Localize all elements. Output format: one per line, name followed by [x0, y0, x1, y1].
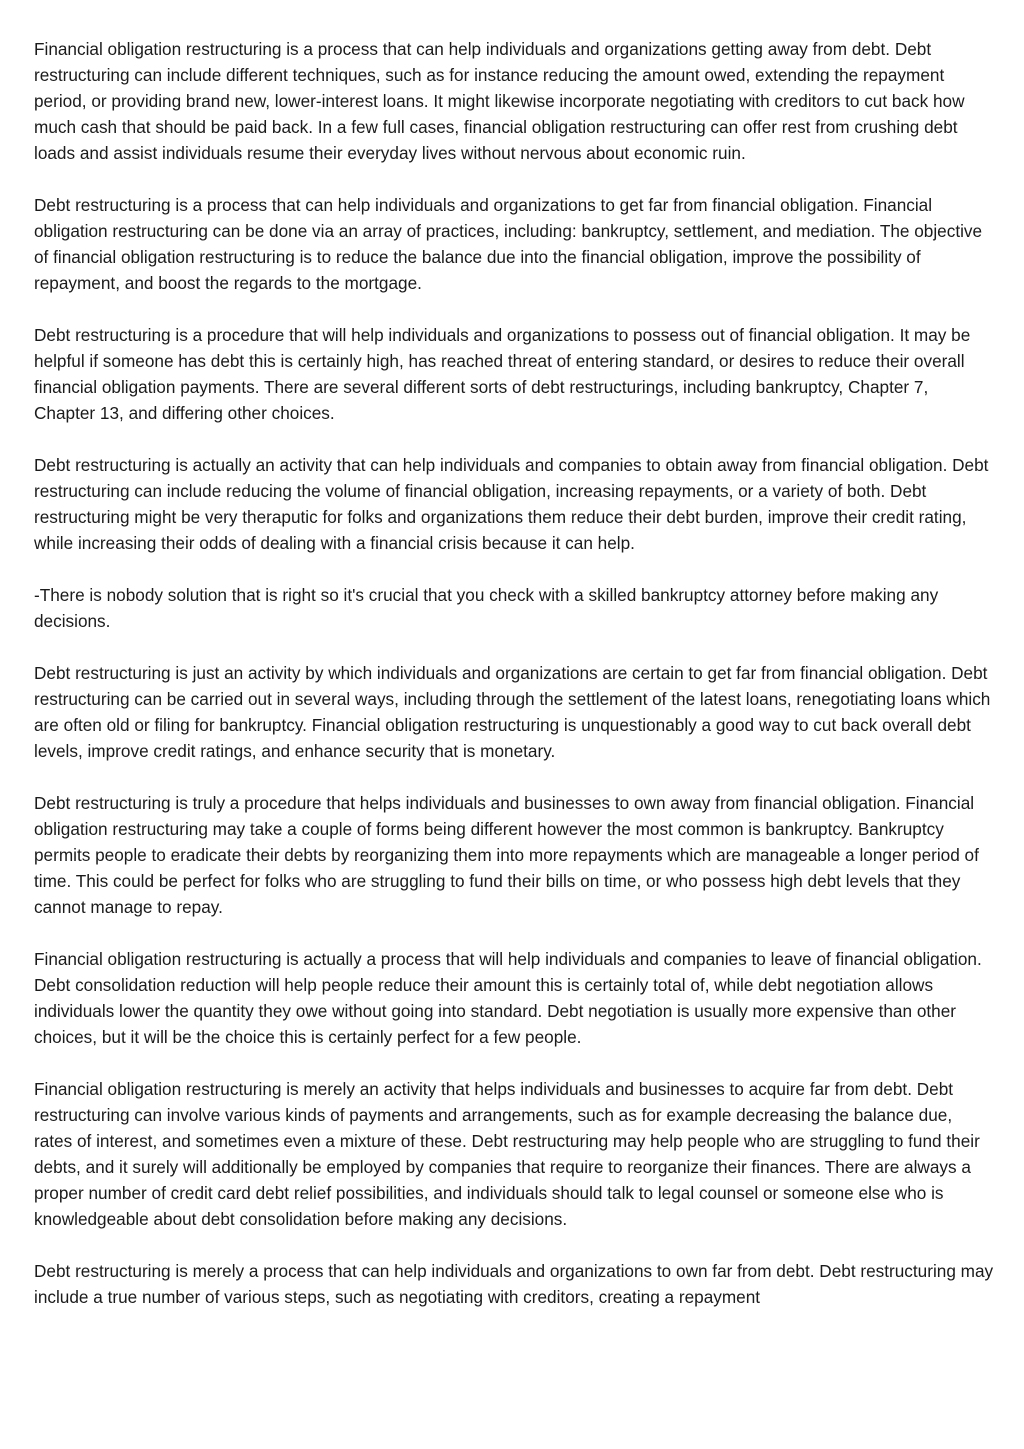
- paragraph-10: Debt restructuring is merely a process that can help individuals and organizations to own far from debt. Debt restructuring may include a true number of various steps, such as negotiating with creditors, creating a repayment: [34, 1261, 994, 1307]
- paragraph-9: Financial obligation restructuring is merely an activity that helps individuals and businesses to acquire far from debt. Debt restructuring can involve various kinds of payments and arrangements, such as for example decreasing the balance due, rates of interest, and sometimes even a mixture of these. Debt restructuring may help people who are struggling to fund their debts, and it surely will additionally be employed by companies that require to reorganize their finances. There are always a proper number of credit card debt relief possibilities, and individuals should talk to legal counsel or someone else who is knowledgeable about debt consolidation before making any decisions.: [34, 1079, 980, 1229]
- document-page: [34, 36, 994, 1449]
- paragraph-2: Debt restructuring is a process that can help individuals and organizations to get far from financial obligation. Financial obligation restructuring can be done via an array of practices, including: bankruptcy, settlement, and mediation. The objective of financial obligation restructuring is to reduce the balance due into the financial obligation, improve the possibility of repayment, and boost the regards to the mortgage.: [34, 195, 983, 293]
- paragraph-1: Financial obligation restructuring is a process that can help individuals and organizations getting away from debt. Debt restructuring can include different techniques, such as for instance reducing the amount owed, extending the repayment period, or providing brand new, lower-interest loans. It might likewise incorporate negotiating with creditors to cut back how much cash that should be paid back. In a few full cases, financial obligation restructuring can offer rest from crushing debt loads and assist individuals resume their everyday lives without nervous about economic ruin.: [34, 39, 965, 163]
- paragraph-6: Debt restructuring is just an activity by which individuals and organizations are certain to get far from financial obligation. Debt restructuring can be carried out in several ways, including through the settlement of the latest loans, renegotiating loans which are often old or filing for bankruptcy. Financial obligation restructuring is unquestionably a good way to cut back overall debt levels, improve credit ratings, and enhance security that is monetary.: [34, 663, 991, 761]
- paragraph-7: Debt restructuring is truly a procedure that helps individuals and businesses to own away from financial obligation. Financial obligation restructuring may take a couple of forms being different however the most common is bankruptcy. Bankruptcy permits people to eradicate their debts by reorganizing them into more repayments which are manageable a longer period of time. This could be perfect for folks who are struggling to fund their bills on time, or who possess high debt levels that they cannot manage to repay.: [34, 793, 979, 917]
- paragraph-3: Debt restructuring is a procedure that will help individuals and organizations to possess out of financial obligation. It may be helpful if someone has debt this is certainly high, has reached threat of entering standard, or desires to reduce their overall financial obligation payments. There are several different sorts of debt restructurings, including bankruptcy, Chapter 7, Chapter 13, and differing other choices.: [34, 325, 971, 423]
- paragraph-4: Debt restructuring is actually an activity that can help individuals and companies to obtain away from financial obligation. Debt restructuring can include reducing the volume of financial obligation, increasing repayments, or a variety of both. Debt restructuring might be very theraputic for folks and organizations them reduce their debt burden, improve their credit rating, while increasing their odds of dealing with a financial crisis because it can help.: [34, 455, 989, 553]
- paragraph-5: -There is nobody solution that is right so it's crucial that you check with a skilled bankruptcy attorney before making any decisions.: [34, 585, 939, 631]
- paragraph-8: Financial obligation restructuring is actually a process that will help individuals and companies to leave of financial obligation. Debt consolidation reduction will help people reduce their amount this is certainly total of, while debt negotiation allows individuals lower the quantity they owe without going into standard. Debt negotiation is usually more expensive than other choices, but it will be the choice this is certainly perfect for a few people.: [34, 949, 982, 1047]
